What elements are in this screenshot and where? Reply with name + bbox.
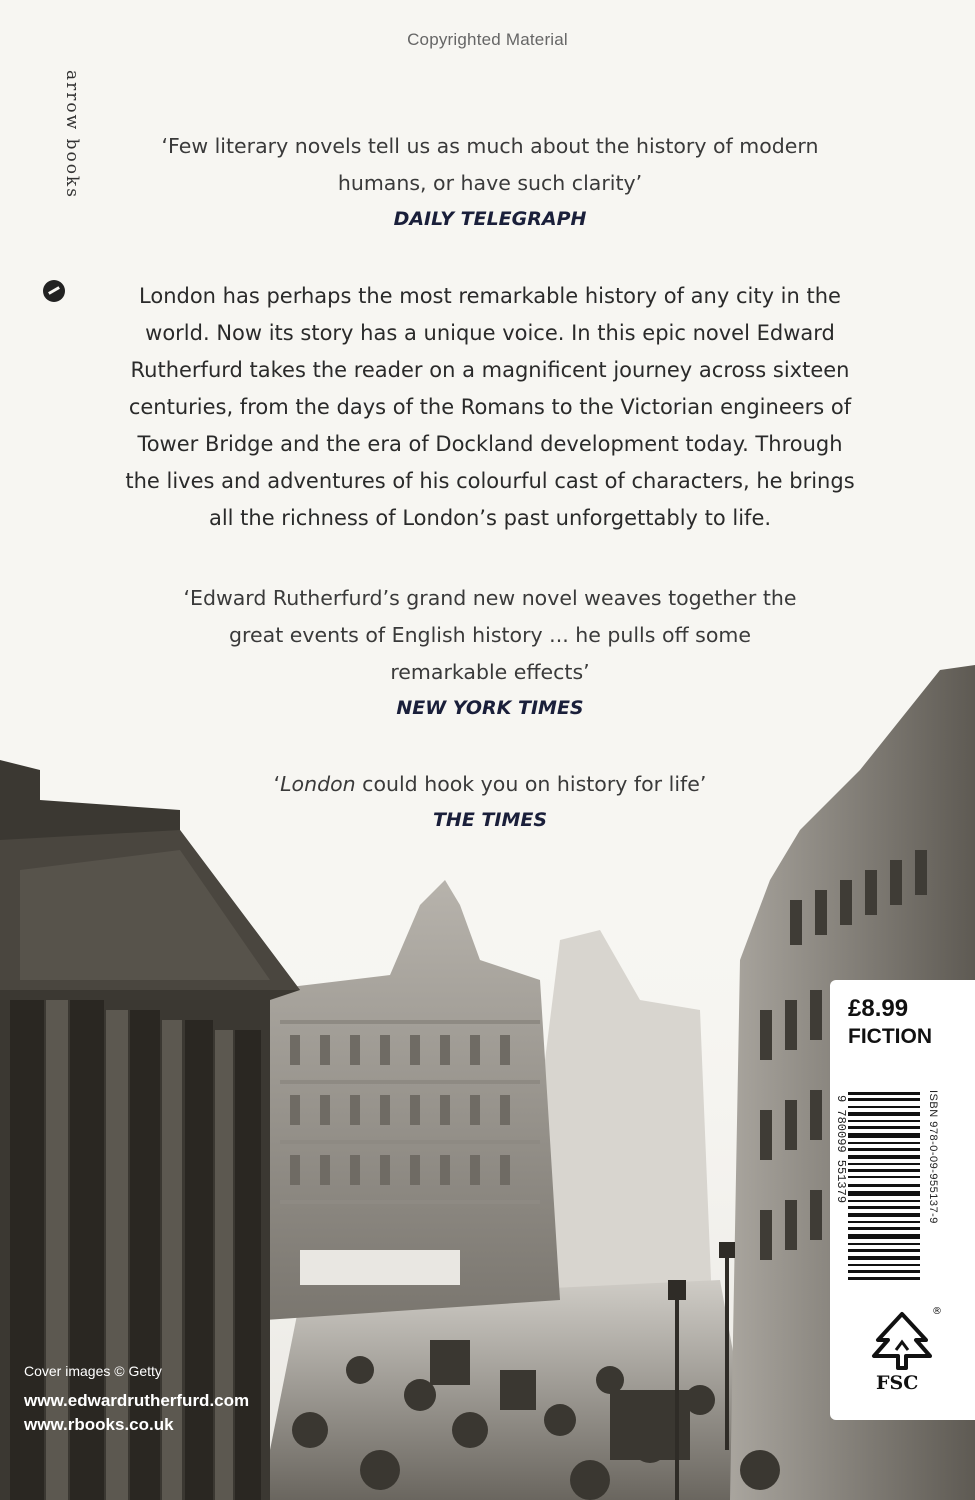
quote-line: ‘Edward Rutherfurd’s grand new novel weaves together the: [183, 586, 797, 610]
quote-open: ‘: [273, 772, 281, 796]
copyright-watermark: Copyrighted Material: [407, 30, 568, 49]
publisher-website-link[interactable]: www.rbooks.co.uk: [24, 1415, 174, 1434]
publisher-spine-text: arrow books: [62, 70, 82, 199]
quote-line: ‘Few literary novels tell us as much about the history of modern: [161, 134, 819, 158]
registered-mark-icon: ®: [932, 1306, 942, 1317]
quote-title-italic: London: [280, 772, 356, 796]
quote-the-times: [100, 766, 880, 835]
quote-line: [100, 766, 880, 803]
blurb-line: Tower Bridge and the era of Dockland development today. Through: [137, 432, 843, 456]
category-label: FICTION: [848, 1025, 932, 1048]
fsc-label: FSC: [876, 1372, 919, 1394]
blurb-line: world. Now its story has a unique voice. In this epic novel Edward: [145, 321, 835, 345]
blurb-line: all the richness of London’s past unforgettably to life.: [208, 506, 772, 530]
blurb-line: the lives and adventures of his colourful cast of characters, he brings: [125, 469, 855, 493]
cover-image-credit: Cover images © Getty: [24, 1363, 162, 1379]
isbn-text: ISBN 978-0-09-955137-9: [927, 1090, 939, 1224]
barcode-icon: [848, 1092, 920, 1282]
blurb-line: London has perhaps the most remarkable history of any city in the: [139, 284, 841, 308]
quote-line: great events of English history ... he pulls off some: [229, 623, 751, 647]
author-website-link[interactable]: www.edwardrutherfurd.com: [24, 1391, 250, 1410]
cover-credits: [24, 1363, 249, 1437]
barcode-digits: 9 780099 551379: [834, 1095, 848, 1204]
quote-source: THE TIMES: [432, 809, 548, 831]
price-label: £8.99: [848, 995, 909, 1022]
quote-line: humans, or have such clarity’: [337, 171, 643, 195]
blurb-line: Rutherfurd takes the reader on a magnificent journey across sixteen: [130, 358, 850, 382]
quote-source: NEW YORK TIMES: [396, 697, 584, 719]
quote-rest: could hook you on history for life’: [355, 772, 707, 796]
quote-source: DAILY TELEGRAPH: [393, 208, 587, 230]
fsc-tree-logo-icon: [868, 1310, 936, 1370]
blurb-line: centuries, from the days of the Romans to the Victorian engineers of: [128, 395, 852, 419]
quote-line: remarkable effects’: [390, 660, 590, 684]
